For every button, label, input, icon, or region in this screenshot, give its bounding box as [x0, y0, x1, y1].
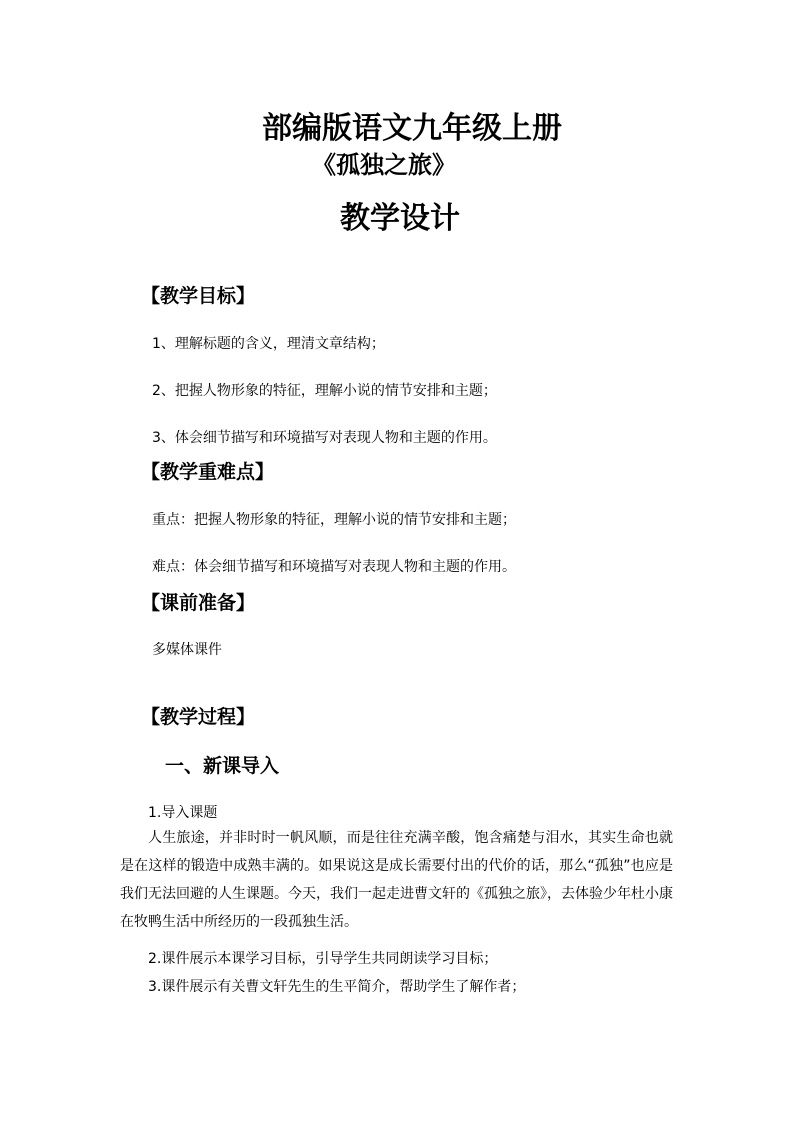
document-subtitle: 教学设计 — [340, 201, 460, 236]
preparation-heading: 【课前准备】 — [141, 592, 256, 614]
objective-item-1: 1、理解标题的含义，理清文章结构； — [152, 336, 385, 352]
key-points-heading: 【教学重难点】 — [141, 461, 275, 483]
document-title: 部编版语文九年级上册 — [262, 111, 562, 146]
preparation-content: 多媒体课件 — [152, 642, 222, 658]
key-point-focus: 重点：把握人物形象的特征，理解小说的情节安排和主题； — [152, 512, 516, 528]
step-1-title: 1.导入课题 — [148, 805, 218, 821]
objective-item-2: 2、把握人物形象的特征，理解小说的情节安排和主题； — [152, 383, 497, 399]
step-1-paragraph: 人生旅途，并非时时一帆风顺，而是往往充满辛酸，饱含痛楚与泪水，其实生命也就是在这样的锻造中成熟丰满的。如果说这是成长需要付出的代价的话，那么“孤独”也应是我们无法回避的人生课题。今天，我们一起走进曹文轩的《孤独之旅》，去体验少年杜小康在牧鸭生活中所经历的一段孤独生活。 — [120, 830, 673, 930]
process-heading: 【教学过程】 — [141, 706, 256, 728]
objectives-heading: 【教学目标】 — [141, 285, 256, 307]
objective-item-3: 3、体会细节描写和环境描写对表现人物和主题的作用。 — [152, 430, 497, 446]
new-lesson-intro-heading: 一、新课导入 — [165, 755, 280, 777]
lesson-title: 《孤独之旅》 — [312, 151, 456, 179]
step-3-line: 3.课件展示有关曹文轩先生的生平简介，帮助学生了解作者； — [148, 979, 526, 995]
key-point-difficulty: 难点：体会细节描写和环境描写对表现人物和主题的作用。 — [152, 559, 516, 575]
step-2-line: 2.课件展示本课学习目标，引导学生共同朗读学习目标； — [148, 951, 498, 967]
